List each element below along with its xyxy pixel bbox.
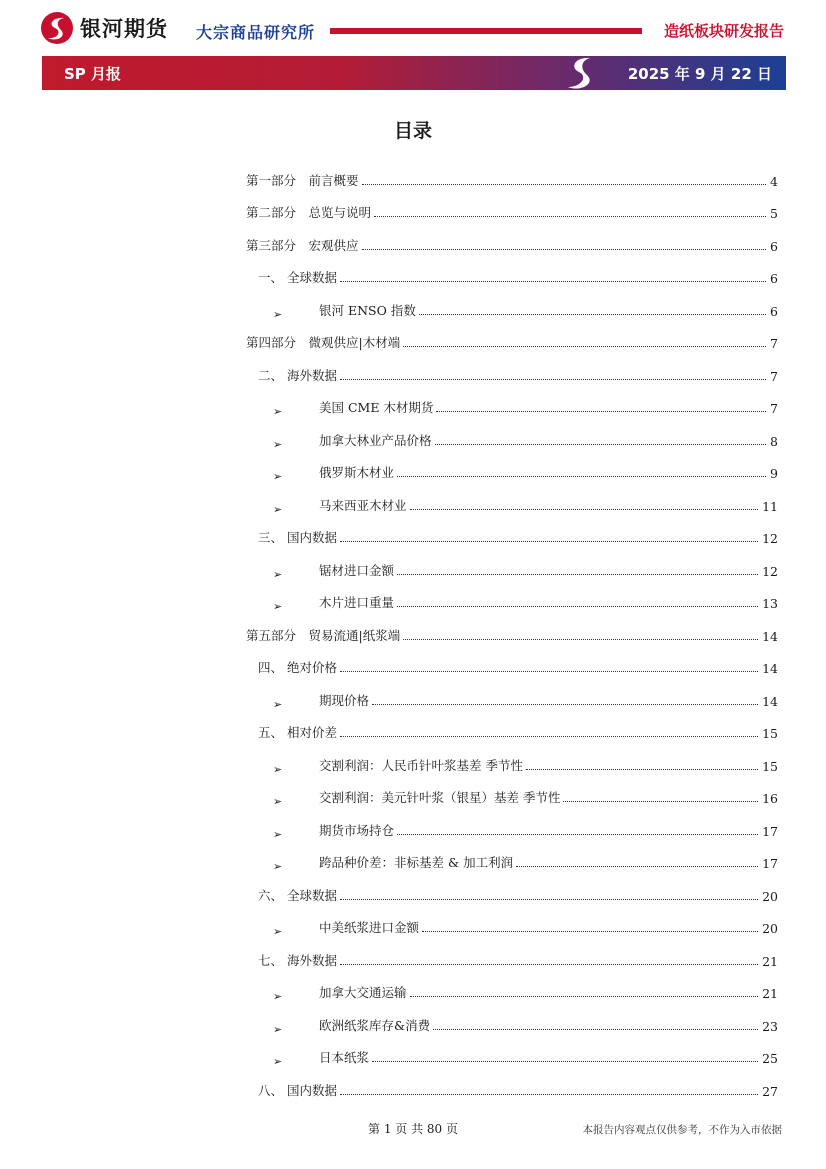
toc-entry-label: 银河 ENSO 指数 xyxy=(319,302,416,318)
toc-entry-label: 中美纸浆进口金额 xyxy=(319,920,420,935)
toc-entry[interactable] xyxy=(246,191,778,224)
toc-entry-label: 四、 绝对价格 xyxy=(258,660,337,675)
arrow-bullet-icon: ➢ xyxy=(273,827,283,841)
toc-leader-dots xyxy=(435,444,767,445)
toc-entry[interactable] xyxy=(246,938,778,971)
toc-entry[interactable] xyxy=(246,808,778,841)
toc-entry[interactable] xyxy=(246,418,778,451)
toc-leader-dots xyxy=(410,509,759,510)
toc-entry[interactable] xyxy=(246,613,778,646)
toc-entry-page: 23 xyxy=(762,1018,778,1034)
toc-entry-label: 第三部分 宏观供应 xyxy=(246,237,359,253)
toc-entry-page: 16 xyxy=(762,791,778,806)
toc-entry-page: 15 xyxy=(762,758,778,774)
report-type: 造纸板块研发报告 xyxy=(663,22,784,40)
toc-entry-page: 14 xyxy=(762,693,778,709)
toc-entry-page: 20 xyxy=(762,921,778,936)
toc-entry-page: 5 xyxy=(770,206,778,221)
toc-entry[interactable] xyxy=(246,353,778,386)
toc-entry-page: 7 xyxy=(770,368,778,384)
toc-entry[interactable] xyxy=(246,483,778,516)
toc-entry-page: 7 xyxy=(770,336,778,351)
toc-leader-dots xyxy=(340,1094,758,1095)
toc-entry-label: 马来西亚木材业 xyxy=(319,497,407,513)
arrow-bullet-icon: ➢ xyxy=(273,567,283,581)
arrow-bullet-icon: ➢ xyxy=(273,925,283,938)
report-date: 2025 年 9 月 22 日 xyxy=(627,65,772,83)
report-series: SP 月报 xyxy=(64,65,122,83)
toc-entry-label: 美国 CME 木材期货 xyxy=(319,400,434,415)
toc-title: 目录 xyxy=(393,120,432,142)
toc-entry-page: 6 xyxy=(770,303,778,319)
galaxy-logo-icon xyxy=(40,11,74,45)
toc-entry[interactable] xyxy=(246,158,778,191)
page-number: 第 1 页 共 80 页 xyxy=(368,1122,458,1136)
toc-entry[interactable] xyxy=(246,873,778,906)
toc-entry-page: 11 xyxy=(762,498,778,514)
toc-leader-dots xyxy=(340,899,758,900)
header-banner xyxy=(42,56,786,90)
toc-entry-label: 期货市场持仓 xyxy=(319,822,395,838)
toc-entry-label: 八、 国内数据 xyxy=(258,1082,337,1098)
toc-entry-page: 14 xyxy=(762,628,778,644)
toc-entry[interactable] xyxy=(246,223,778,256)
toc-entry-label: 一、 全球数据 xyxy=(258,270,337,285)
toc-entry[interactable] xyxy=(246,1036,778,1069)
toc-entry-label: 期现价格 xyxy=(319,692,370,708)
toc-entry[interactable] xyxy=(246,646,778,679)
toc-leader-dots xyxy=(526,769,758,770)
toc-entry-label: 木片进口重量 xyxy=(319,595,395,610)
toc-entry-label: 六、 全球数据 xyxy=(258,887,337,903)
toc-entry-page: 6 xyxy=(770,238,778,254)
toc-entry-page: 17 xyxy=(762,823,778,839)
toc-entry-page: 17 xyxy=(762,856,778,871)
arrow-bullet-icon: ➢ xyxy=(273,405,283,418)
institute-name: 大宗商品研究所 xyxy=(196,23,316,42)
toc-leader-dots xyxy=(340,964,758,965)
toc-entry-label: 第二部分 总览与说明 xyxy=(246,205,372,220)
toc-leader-dots xyxy=(563,801,758,802)
table-of-contents xyxy=(246,158,778,1101)
toc-leader-dots xyxy=(340,736,758,737)
toc-entry-page: 14 xyxy=(762,661,778,676)
toc-entry-label: 交割利润：美元针叶浆（银星）基差 季节性 xyxy=(319,790,561,805)
galaxy-futures-logo xyxy=(40,10,170,46)
arrow-bullet-icon: ➢ xyxy=(273,990,283,1003)
toc-entry-page: 20 xyxy=(762,888,778,904)
toc-entry[interactable] xyxy=(246,971,778,1004)
toc-entry-label: 三、 国内数据 xyxy=(258,530,337,545)
arrow-bullet-icon: ➢ xyxy=(273,1055,283,1068)
toc-leader-dots xyxy=(419,314,766,315)
toc-entry-page: 12 xyxy=(762,563,778,579)
arrow-bullet-icon: ➢ xyxy=(273,437,283,451)
toc-entry-page: 7 xyxy=(770,401,778,416)
toc-leader-dots xyxy=(403,639,758,640)
toc-leader-dots xyxy=(372,1061,758,1062)
toc-entry[interactable] xyxy=(246,906,778,939)
toc-entry-label: 加拿大交通运输 xyxy=(319,985,407,1000)
toc-entry-label: 第五部分 贸易流通|纸浆端 xyxy=(246,627,401,643)
toc-entry[interactable] xyxy=(246,711,778,744)
toc-leader-dots xyxy=(397,574,758,575)
toc-entry[interactable] xyxy=(246,1068,778,1101)
toc-entry-page: 21 xyxy=(762,986,778,1001)
toc-entry[interactable] xyxy=(246,776,778,809)
toc-leader-dots xyxy=(410,996,759,997)
toc-leader-dots xyxy=(362,184,767,185)
toc-entry-label: 跨品种价差：非标基差 & 加工利润 xyxy=(319,855,514,870)
toc-entry[interactable] xyxy=(246,256,778,289)
toc-entry-page: 12 xyxy=(762,531,778,546)
toc-entry-label: 锯材进口金额 xyxy=(319,562,395,578)
toc-entry-label: 第一部分 前言概要 xyxy=(246,172,359,188)
toc-entry-label: 二、 海外数据 xyxy=(258,367,337,383)
toc-entry-label: 俄罗斯木材业 xyxy=(319,465,395,480)
toc-entry-page: 13 xyxy=(762,596,778,611)
report-header xyxy=(0,0,826,100)
toc-leader-dots xyxy=(340,281,766,282)
toc-entry[interactable] xyxy=(246,678,778,711)
toc-leader-dots xyxy=(433,1029,758,1030)
toc-entry[interactable] xyxy=(246,386,778,419)
toc-leader-dots xyxy=(516,866,758,867)
disclaimer: 本报告内容观点仅供参考，不作为入市依据 xyxy=(582,1124,782,1136)
toc-entry[interactable] xyxy=(246,516,778,549)
toc-entry-label: 日本纸浆 xyxy=(319,1050,370,1065)
toc-entry[interactable] xyxy=(246,841,778,874)
toc-leader-dots xyxy=(436,411,766,412)
arrow-bullet-icon: ➢ xyxy=(273,795,283,808)
arrow-bullet-icon: ➢ xyxy=(273,762,283,776)
toc-leader-dots xyxy=(340,379,766,380)
header-divider xyxy=(330,28,642,34)
toc-entry-page: 4 xyxy=(770,173,778,189)
toc-leader-dots xyxy=(340,671,758,672)
arrow-bullet-icon: ➢ xyxy=(273,470,283,483)
logo-text: 银河期货 xyxy=(80,17,168,41)
toc-entry-label: 第四部分 微观供应|木材端 xyxy=(246,335,401,350)
toc-entry-page: 25 xyxy=(762,1051,778,1066)
toc-entry-label: 加拿大林业产品价格 xyxy=(319,432,432,448)
toc-leader-dots xyxy=(397,834,758,835)
toc-entry[interactable] xyxy=(246,1003,778,1036)
toc-entry-page: 27 xyxy=(762,1083,778,1099)
toc-entry[interactable] xyxy=(246,451,778,484)
toc-entry-page: 21 xyxy=(762,953,778,969)
toc-leader-dots xyxy=(374,216,766,217)
toc-entry-page: 6 xyxy=(770,271,778,286)
toc-leader-dots xyxy=(362,249,767,250)
toc-entry-label: 七、 海外数据 xyxy=(258,952,337,968)
toc-leader-dots xyxy=(340,541,758,542)
toc-entry[interactable] xyxy=(246,743,778,776)
toc-leader-dots xyxy=(403,346,766,347)
toc-leader-dots xyxy=(372,704,758,705)
arrow-bullet-icon: ➢ xyxy=(273,502,283,516)
toc-entry[interactable] xyxy=(246,288,778,321)
toc-entry[interactable] xyxy=(246,581,778,614)
arrow-bullet-icon: ➢ xyxy=(273,1022,283,1036)
arrow-bullet-icon: ➢ xyxy=(273,697,283,711)
toc-entry[interactable] xyxy=(246,548,778,581)
toc-entry-page: 15 xyxy=(762,726,778,741)
toc-leader-dots xyxy=(397,476,766,477)
toc-entry-label: 五、 相对价差 xyxy=(258,725,337,740)
arrow-bullet-icon: ➢ xyxy=(273,600,283,613)
swoosh-icon xyxy=(560,54,600,92)
toc-leader-dots xyxy=(422,931,758,932)
toc-entry-page: 9 xyxy=(770,466,778,481)
toc-entry[interactable] xyxy=(246,321,778,354)
arrow-bullet-icon: ➢ xyxy=(273,860,283,873)
toc-entry-page: 8 xyxy=(770,433,778,449)
toc-leader-dots xyxy=(397,606,758,607)
toc-entry-label: 交割利润：人民币针叶浆基差 季节性 xyxy=(319,757,523,773)
arrow-bullet-icon: ➢ xyxy=(273,307,283,321)
toc-entry-label: 欧洲纸浆库存&消费 xyxy=(319,1017,431,1033)
